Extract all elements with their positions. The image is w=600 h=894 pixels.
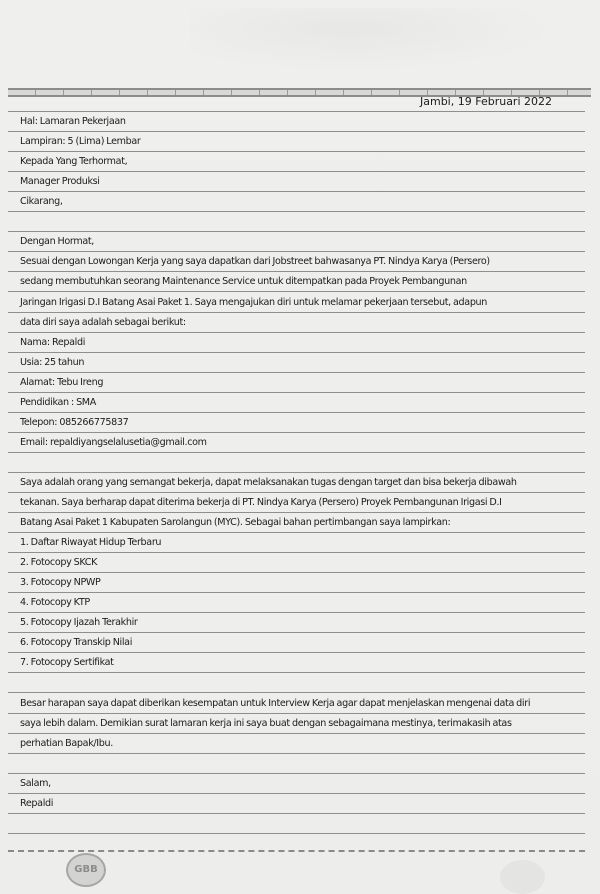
- personal-age: Usia: 25 tahun: [20, 356, 85, 368]
- ruled-line: [8, 552, 585, 553]
- paper-smudge: [500, 860, 545, 894]
- ruled-line: [8, 412, 585, 413]
- attachment-item: 5. Fotocopy Ijazah Terakhir: [20, 617, 138, 629]
- subject-line: Hal: Lamaran Pekerjaan: [20, 116, 126, 128]
- ruled-line: [8, 251, 585, 252]
- intro-line: Sesuai dengan Lowongan Kerja yang saya dapatkan dari Jobstreet bahwasanya PT. Nindya Karya (Persero): [20, 256, 490, 268]
- attachment-item: 4. Fotocopy KTP: [20, 597, 90, 609]
- ruled-line: [8, 211, 585, 212]
- recipient-greeting: Kepada Yang Terhormat,: [20, 156, 128, 168]
- closing-line: saya lebih dalam. Demikian surat lamaran kerja ini saya buat dengan sebagaimana mestinya, terimakasih atas: [20, 717, 512, 729]
- ruled-line: [8, 833, 585, 834]
- ruled-line: [8, 352, 585, 353]
- ruled-line: [8, 472, 585, 473]
- attachment-count-line: Lampiran: 5 (Lima) Lembar: [20, 136, 141, 148]
- ruled-line: [8, 733, 585, 734]
- intro-line: sedang membutuhkan seorang Maintenance Service untuk ditempatkan pada Proyek Pembangunan: [20, 276, 467, 288]
- ruled-line: [8, 291, 585, 292]
- ruled-line: [8, 773, 585, 774]
- ruled-line: [8, 372, 585, 373]
- signature-name: Repaldi: [20, 797, 54, 809]
- ruled-line: [8, 231, 585, 232]
- ruled-line: [8, 572, 585, 573]
- attachment-item: 3. Fotocopy NPWP: [20, 577, 101, 589]
- ruled-line: [8, 672, 585, 673]
- personal-education: Pendidikan : SMA: [20, 396, 96, 408]
- ruled-line: [8, 392, 585, 393]
- recipient-location: Cikarang,: [20, 196, 63, 208]
- attachment-item: 2. Fotocopy SKCK: [20, 557, 98, 569]
- personal-email: Email: repaldiyangselalusetia@gmail.com: [20, 436, 207, 448]
- closing-line: Besar harapan saya dapat diberikan kesempatan untuk Interview Kerja agar dapat menjelaskan mengenai data diri: [20, 697, 531, 709]
- ruled-line: [8, 532, 585, 533]
- ruled-line: [8, 652, 585, 653]
- attachment-item: 1. Daftar Riwayat Hidup Terbaru: [20, 537, 162, 549]
- ruled-line: [8, 692, 585, 693]
- paper-bottom-rule: [8, 850, 585, 852]
- signoff: Salam,: [20, 777, 51, 789]
- ruled-line: [8, 432, 585, 433]
- ruled-line: [8, 512, 585, 513]
- attachment-item: 6. Fotocopy Transkip Nilai: [20, 637, 133, 649]
- intro-line: Jaringan Irigasi D.I Batang Asai Paket 1. Saya mengajukan diri untuk melamar pekerjaan tersebut, adapun: [20, 296, 488, 308]
- personal-name: Nama: Repaldi: [20, 336, 86, 348]
- ruled-line: [8, 111, 585, 112]
- intro-line: data diri saya adalah sebagai berikut:: [20, 316, 186, 328]
- ruled-line: [8, 612, 585, 613]
- recipient-title: Manager Produksi: [20, 176, 100, 188]
- body-line: Batang Asai Paket 1 Kabupaten Sarolangun (MYC). Sebagai bahan pertimbangan saya lampirkan:: [20, 517, 451, 529]
- place-date: Jambi, 19 Februari 2022: [420, 95, 553, 108]
- ruled-line: [8, 171, 585, 172]
- ruled-line: [8, 632, 585, 633]
- bleed-through-marks: [190, 8, 590, 78]
- ruled-line: [8, 191, 585, 192]
- personal-address: Alamat: Tebu Ireng: [20, 376, 104, 388]
- ruled-line: [8, 753, 585, 754]
- watermark-stamp-icon: GBB: [66, 853, 106, 887]
- ruled-line: [8, 312, 585, 313]
- personal-phone: Telepon: 085266775837: [20, 416, 129, 428]
- attachment-item: 7. Fotocopy Sertifikat: [20, 657, 114, 669]
- ruled-line: [8, 332, 585, 333]
- ruled-line: [8, 713, 585, 714]
- closing-line: perhatian Bapak/Ibu.: [20, 737, 113, 749]
- body-line: Saya adalah orang yang semangat bekerja, dapat melaksanakan tugas dengan target dan bisa bekerja dibawah: [20, 476, 517, 488]
- ruled-line: [8, 492, 585, 493]
- ruled-line: [8, 452, 585, 453]
- ruled-line: [8, 793, 585, 794]
- ruled-line: [8, 131, 585, 132]
- ruled-line: [8, 271, 585, 272]
- body-line: tekanan. Saya berharap dapat diterima bekerja di PT. Nindya Karya (Persero) Proyek Pembangunan Irigasi D.I: [20, 497, 502, 508]
- salutation: Dengan Hormat,: [20, 236, 94, 248]
- ruled-line: [8, 592, 585, 593]
- ruled-line: [8, 813, 585, 814]
- ruled-line: [8, 151, 585, 152]
